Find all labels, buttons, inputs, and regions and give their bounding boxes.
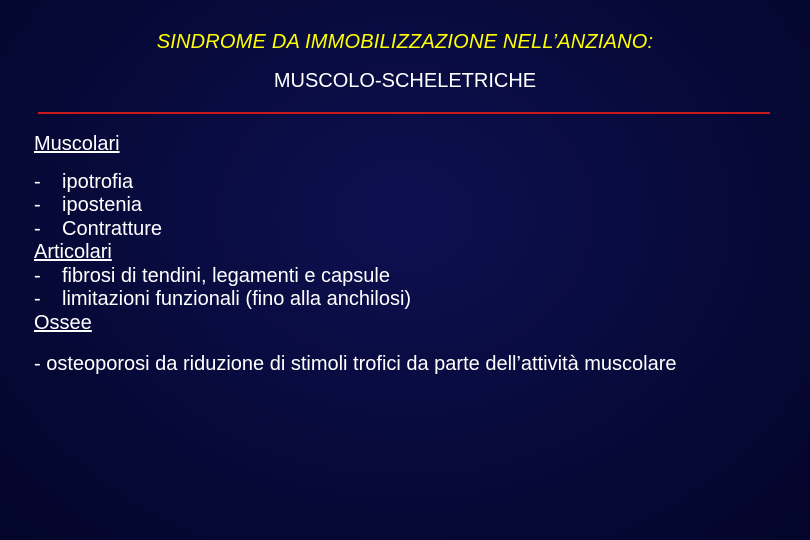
list-item	[34, 288, 794, 312]
section-heading-ossee: Ossee	[34, 311, 92, 334]
bullet-marker: -	[34, 217, 41, 240]
list-item: - osteoporosi da riduzione di stimoli trofici da parte dell’attività muscolare	[34, 353, 677, 375]
slide-body	[34, 133, 794, 377]
list-item-text: ipostenia	[62, 194, 143, 216]
list-item-text: fibrosi di tendini, legamenti e capsule	[62, 264, 390, 287]
list-item-text: limitazioni funzionali (fino alla anchilosi)	[62, 288, 412, 310]
bullet-marker: -	[34, 170, 41, 193]
section-heading-muscolari: Muscolari	[34, 133, 120, 155]
list-item-text: Contratture	[62, 217, 163, 240]
list-item	[34, 265, 794, 289]
list-item-text: ipotrofia	[62, 170, 134, 193]
title-divider	[38, 112, 770, 114]
slide-title: SINDROME DA IMMOBILIZZAZIONE NELL’ANZIANO:	[156, 31, 654, 53]
list-item	[34, 218, 794, 242]
bullet-marker: -	[34, 288, 41, 310]
bullet-marker: -	[34, 194, 41, 216]
bullet-marker: -	[34, 264, 41, 287]
list-item	[34, 171, 794, 195]
slide-subtitle: MUSCOLO-SCHELETRICHE	[273, 70, 537, 92]
section-heading-articolari: Articolari	[34, 241, 112, 263]
list-item	[34, 194, 794, 218]
